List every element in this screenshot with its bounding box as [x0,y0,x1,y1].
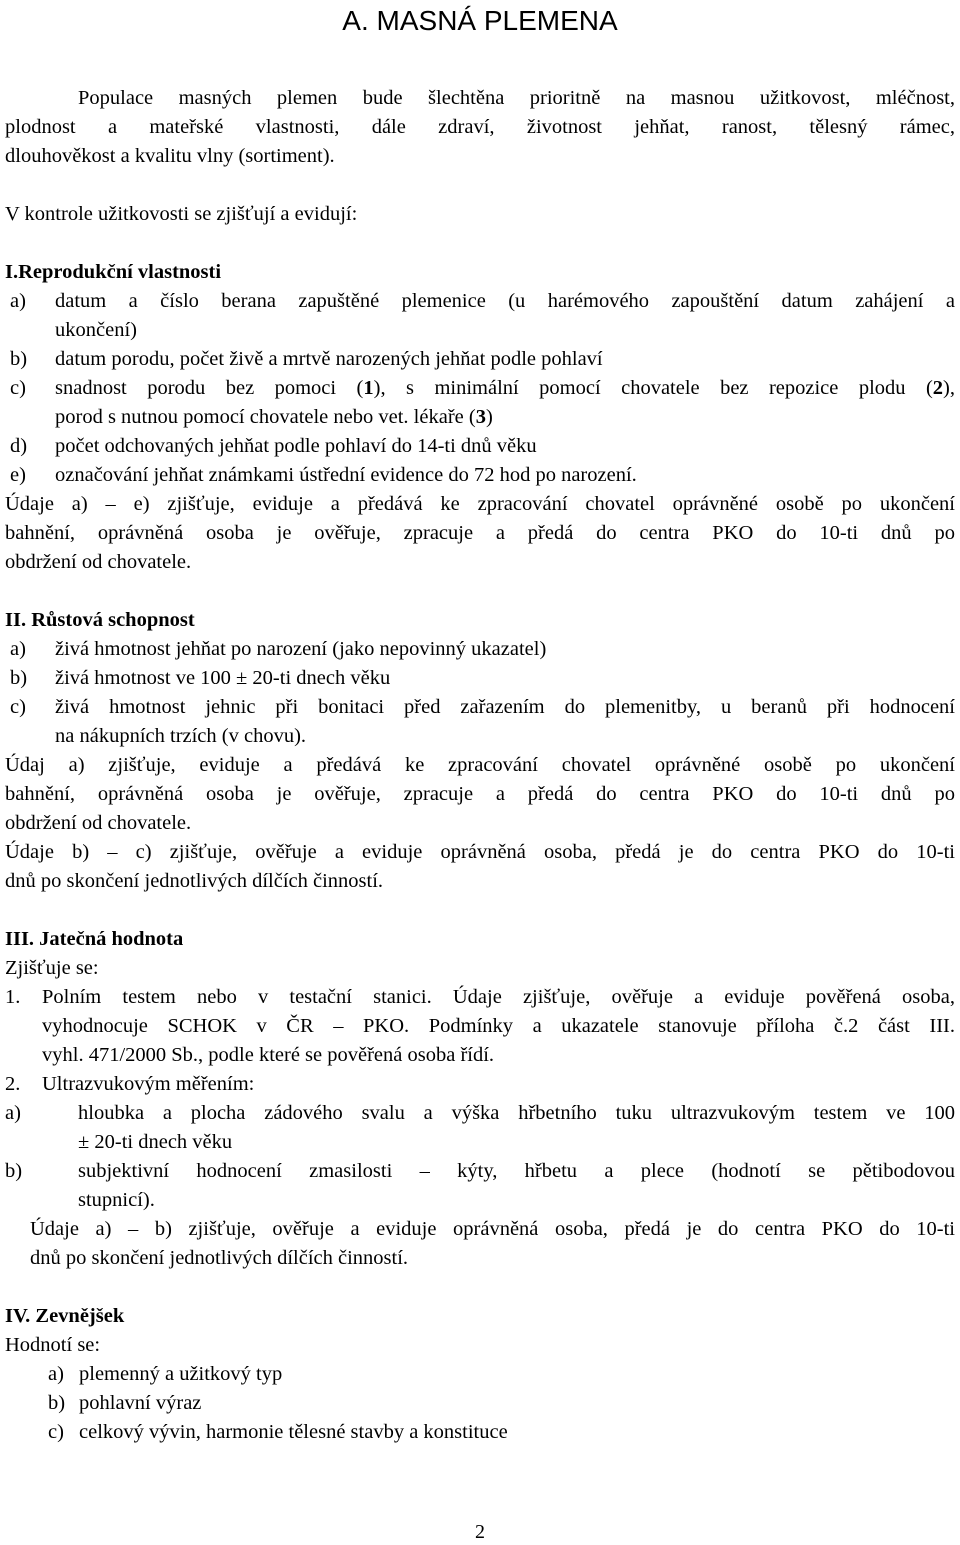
list-marker: 2. [5,1073,21,1095]
section-note: obdržení od chovatele. [5,812,192,834]
section-note: bahnění, oprávněná osoba je ověřuje, zpracuje a předá do centra PKO do 10-ti dnů po [5,522,955,544]
section-subheading: Hodnotí se: [5,1334,101,1356]
list-item: ± 20-ti dnech věku [78,1131,233,1153]
list-item: celkový vývin, harmonie tělesné stavby a konstituce [79,1421,508,1443]
section-note: bahnění, oprávněná osoba je ověřuje, zpracuje a předá do centra PKO do 10-ti dnů po [5,783,955,805]
list-marker: b) [5,1160,23,1182]
list-marker: a) [48,1363,64,1385]
list-marker: a) [10,638,26,660]
list-item: Polním testem nebo v testační stanici. Údaje zjišťuje, ověřuje a eviduje pověřená osoba, [42,986,955,1008]
list-marker: a) [10,290,26,312]
list-marker: a) [5,1102,21,1124]
list-item: ukončení) [55,319,137,341]
section-heading-exterior: IV. Zevnějšek [5,1305,125,1327]
section-note: obdržení od chovatele. [5,551,192,573]
page-number: 2 [475,1521,485,1543]
list-item: stupnicí). [78,1189,155,1211]
list-marker: b) [10,348,28,370]
section-note: Údaje a) – e) zjišťuje, eviduje a předává ke zpracování chovatel oprávněné osobě po ukončení [5,493,955,515]
list-marker: b) [48,1392,66,1414]
list-marker: d) [10,435,28,457]
section-note: dnů po skončení jednotlivých dílčích činností. [5,870,384,892]
list-item: počet odchovaných jehňat podle pohlaví do 14-ti dnů věku [55,435,537,457]
list-item: Ultrazvukovým měřením: [42,1073,255,1095]
list-item: živá hmotnost ve 100 ± 20-ti dnech věku [55,667,391,689]
section-note: dnů po skončení jednotlivých dílčích činností. [30,1247,409,1269]
section-heading-reproduction: I.Reprodukční vlastnosti [5,261,222,283]
intro-line: plodnost a mateřské vlastnosti, dále zdraví, životnost jehňat, ranost, tělesný rámec, [5,116,955,138]
section-subheading: Zjišťuje se: [5,957,99,979]
list-item: datum porodu, počet živě a mrtvě narozených jehňat podle pohlaví [55,348,603,370]
intro-line: dlouhověkost a kvalitu vlny (sortiment). [5,145,335,167]
list-item: pohlavní výraz [79,1392,202,1414]
list-item: plemenný a užitkový typ [79,1363,283,1385]
list-item: označování jehňat známkami ústřední evidence do 72 hod po narození. [55,464,637,486]
list-marker: b) [10,667,28,689]
list-item: živá hmotnost jehňat po narození (jako nepovinný ukazatel) [55,638,547,660]
list-marker: c) [48,1421,64,1443]
list-item: hloubka a plocha zádového svalu a výška hřbetního tuku ultrazvukovým testem ve 100 [78,1102,955,1124]
section-heading-growth: II. Růstová schopnost [5,609,195,631]
list-item: subjektivní hodnocení zmasilosti – kýty, hřbetu a plece (hodnotí se pětibodovou [78,1160,955,1182]
list-marker: c) [10,696,26,718]
list-item: vyhodnocuje SCHOK v ČR – PKO. Podmínky a ukazatele stanovuje příloha č.2 část III. [42,1015,955,1037]
section-note: Údaj a) zjišťuje, eviduje a předává ke zpracování chovatel oprávněné osobě po ukončení [5,754,955,776]
intro-line: Populace masných plemen bude šlechtěna prioritně na masnou užitkovost, mléčnost, [78,87,955,109]
list-marker: 1. [5,986,21,1008]
list-item: vyhl. 471/2000 Sb., podle které se pověřená osoba řídí. [42,1044,495,1066]
list-item: datum a číslo berana zapuštěné plemenice (u harémového zapouštění datum zahájení a [55,290,955,312]
list-item: na nákupních trzích (v chovu). [55,725,307,747]
page-title: A. MASNÁ PLEMENA [342,5,618,36]
list-item: snadnost porodu bez pomoci (1), s minimální pomocí chovatele bez repozice plodu (2), [55,377,955,399]
list-marker: e) [10,464,26,486]
list-marker: c) [10,377,26,399]
list-item: živá hmotnost jehnic při bonitaci před zařazením do plemenitby, u beranů při hodnocení [55,696,955,718]
section-note: Údaje a) – b) zjišťuje, ověřuje a eviduje oprávněná osoba, předá je do centra PKO do 10-ti [30,1218,955,1240]
evidence-intro: V kontrole užitkovosti se zjišťují a evidují: [5,203,358,225]
list-item: porod s nutnou pomocí chovatele nebo vet. lékaře (3) [55,406,493,428]
section-note: Údaje b) – c) zjišťuje, ověřuje a eviduje oprávněná osoba, předá je do centra PKO do 10-ti [5,841,955,863]
section-heading-carcass: III. Jatečná hodnota [5,928,184,950]
